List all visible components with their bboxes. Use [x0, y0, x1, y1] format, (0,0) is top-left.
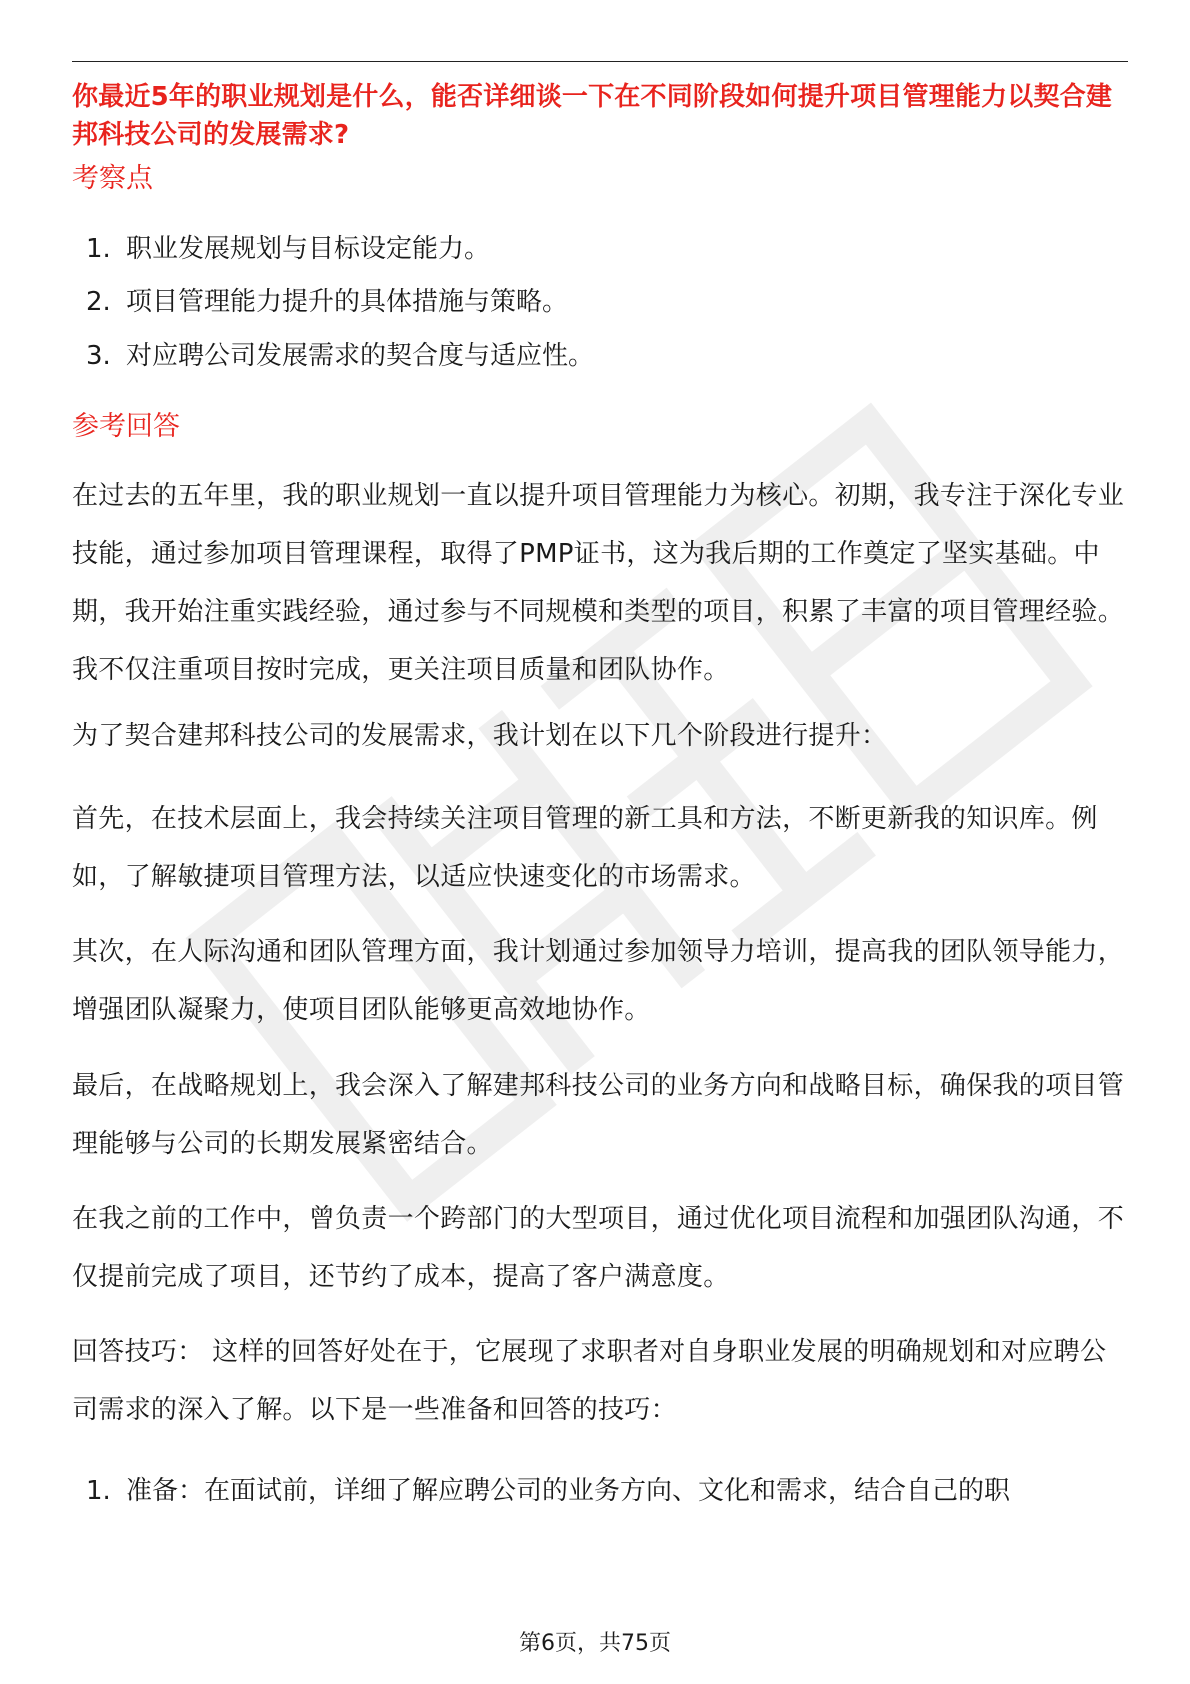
reference-answer-heading: 参考回答: [72, 411, 180, 442]
answer-paragraph: 其次，在人际沟通和团队管理方面，我计划通过参加领导力培训，提高我的团队领导能力，增强团队凝聚力，使项目团队能够更高效地协作。: [72, 937, 1125, 1025]
exam-points-heading: 考察点: [72, 163, 153, 194]
answer-paragraph: 在过去的五年里，我的职业规划一直以提升项目管理能力为核心。初期，我专注于深化专业技能，通过参加项目管理课程，取得了PMP证书，这为我后期的工作奠定了坚实基础。中期，我开始注重实践经验，通过参与不同规模和类型的项目，积累了丰富的项目管理经验。我不仅注重项目按时完成，更关注项目质量和团队协作。: [72, 481, 1125, 685]
top-rule: [72, 61, 1128, 62]
tip-list-item: 1. 准备：在面试前，详细了解应聘公司的业务方向、文化和需求，结合自己的职: [86, 1476, 1011, 1506]
exam-point-item: 2. 项目管理能力提升的具体措施与策略。: [86, 287, 569, 317]
page-footer: 第6页，共75页: [519, 1631, 671, 1656]
exam-point-item: 3. 对应聘公司发展需求的契合度与适应性。: [86, 341, 595, 371]
answer-paragraph: 最后，在战略规划上，我会深入了解建邦科技公司的业务方向和战略目标，确保我的项目管理能够与公司的长期发展紧密结合。: [72, 1071, 1125, 1159]
answer-tips-paragraph: 回答技巧： 这样的回答好处在于，它展现了求职者对自身职业发展的明确规划和对应聘公司需求的深入了解。以下是一些准备和回答的技巧：: [72, 1337, 1107, 1425]
answer-paragraph: 为了契合建邦科技公司的发展需求，我计划在以下几个阶段进行提升：: [72, 721, 888, 751]
answer-paragraph: 在我之前的工作中，曾负责一个跨部门的大型项目，通过优化项目流程和加强团队沟通，不仅提前完成了项目，还节约了成本，提高了客户满意度。: [72, 1204, 1125, 1292]
answer-paragraph: 首先，在技术层面上，我会持续关注项目管理的新工具和方法，不断更新我的知识库。例如，了解敏捷项目管理方法，以适应快速变化的市场需求。: [72, 804, 1098, 892]
exam-point-item: 1. 职业发展规划与目标设定能力。: [86, 234, 491, 264]
question-title: 你最近5年的职业规划是什么，能否详细谈一下在不同阶段如何提升项目管理能力以契合建邦科技公司的发展需求?: [72, 82, 1113, 150]
